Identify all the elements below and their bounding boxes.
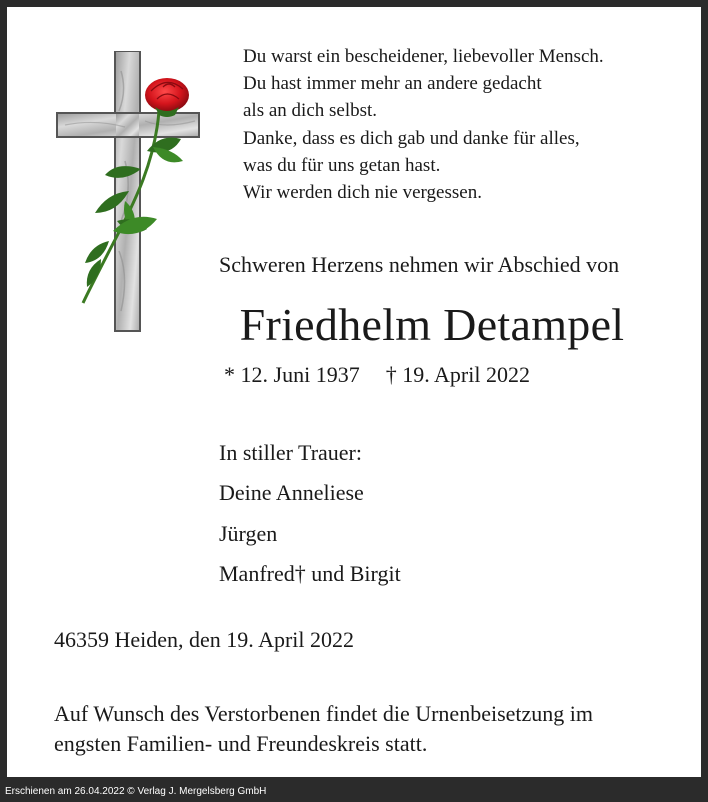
deceased-name: Friedhelm Detampel [239, 299, 625, 350]
burial-note-line: Auf Wunsch des Verstorbenen findet die Urnenbeisetzung im [54, 701, 593, 726]
mourners-heading: In stiller Trauer: [219, 440, 362, 465]
poem-line: Du hast immer mehr an andere gedacht [243, 73, 542, 95]
poem-line: Du warst ein bescheidener, liebevoller Mensch. [243, 46, 604, 67]
farewell-intro: Schweren Herzens nehmen wir Abschied von [219, 252, 620, 277]
poem-line: Danke, dass es dich gab und danke für alles, [243, 127, 580, 149]
poem-line: was du für uns getan hast. [243, 154, 441, 176]
poem-line: als an dich selbst. [243, 100, 378, 122]
burial-note [54, 699, 593, 759]
cross-with-rose-image [55, 51, 205, 336]
poem [243, 43, 604, 206]
mourners [219, 433, 401, 594]
mourner-name: Manfred† und Birgit [219, 560, 401, 586]
publication-footer: Erschienen am 26.04.2022 © Verlag J. Mergelsberg GmbH [5, 786, 267, 797]
obituary-sheet [7, 7, 701, 777]
death-date: † 19. April 2022 [385, 362, 530, 387]
life-dates [157, 362, 597, 388]
mourner-name: Jürgen [219, 520, 278, 546]
poem-line: Wir werden dich nie vergessen. [243, 182, 482, 204]
place-and-date: 46359 Heiden, den 19. April 2022 [54, 627, 355, 652]
mourner-name: Deine Anneliese [219, 480, 364, 506]
birth-date: * 12. Juni 1937 [224, 362, 360, 387]
burial-note-line: engsten Familien- und Freundeskreis statt. [54, 731, 428, 756]
